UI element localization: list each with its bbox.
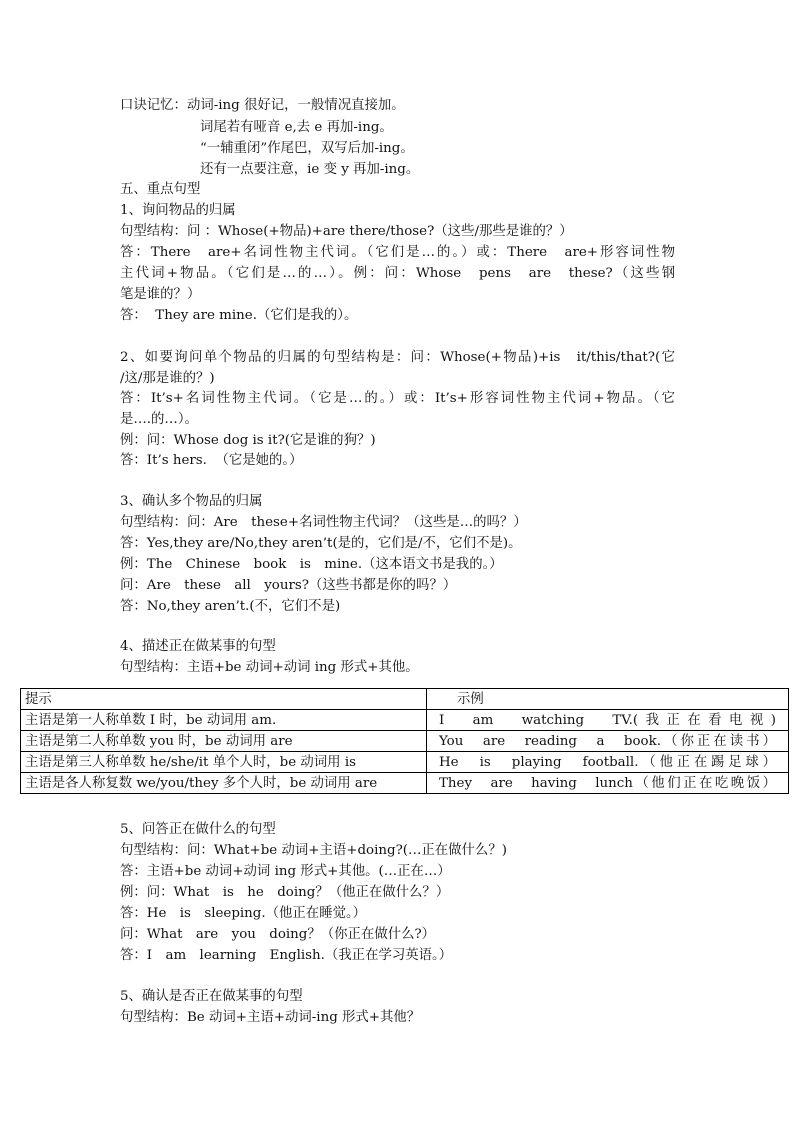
table-cell-example: You are reading a book.（你正在读书） (427, 731, 789, 752)
s3-structure: 句型结构：问：Are these+名词性物主代词？（这些是…的吗？） (120, 515, 527, 530)
s5-structure: 句型结构：问：What+be 动词+主语+doing?(…正在做什么？) (120, 843, 507, 858)
table-cell-tip: 主语是各人称复数 we/you/they 多个人时，be 动词用 are (21, 773, 427, 794)
table-cell-example: They are having lunch（他们正在吃晚饭） (427, 773, 789, 794)
s5-example-answer: 答：He is sleeping.（他正在睡觉。） (120, 906, 367, 921)
s3-heading: 3、确认多个物品的归属 (120, 494, 263, 509)
s1-answer-line-4: 答： They are mine.（它们是我的）。 (120, 308, 358, 323)
table-cell-tip: 主语是第二人称单数 you 时，be 动词用 are (21, 731, 427, 752)
mnemonic-line-2: 词尾若有哑音 e,去 e 再加-ing。 (200, 120, 393, 135)
s2-answer-line-2: 是….的…）。 (120, 412, 198, 427)
s1-answer-line-3: 笔是谁的？） (120, 287, 201, 302)
s5-question-2: 问：What are you doing？（你正在做什么?） (120, 927, 436, 942)
table-row (21, 710, 789, 731)
table-row (21, 731, 789, 752)
tips-table (20, 688, 789, 794)
mnemonic-line-1: 口诀记忆：动词-ing 很好记，一般情况直接加。 (120, 98, 405, 113)
s2-heading-line-1: 2、如要询问单个物品的归属的句型结构是：问：Whose(+物品)+is it/this/that?(它 (120, 350, 675, 365)
mnemonic-line-3: “一辅重闭”作尾巴，双写后加-ing。 (200, 141, 414, 156)
s3-question: 问：Are these all yours?（这些书都是你的吗？） (120, 578, 457, 593)
s1-heading: 1、询问物品的归属 (120, 203, 236, 218)
s3-answer-2: 答：No,they aren’t.(不，它们不是) (120, 599, 341, 614)
s5-heading: 5、问答正在做什么的句型 (120, 822, 276, 837)
s1-answer-line-1: 答：There are+名词性物主代词。（它们是…的。）或：There are+形容词性物 (120, 245, 675, 260)
s5-answer-2: 答：I am learning English.（我正在学习英语。） (120, 948, 453, 963)
s6-structure: 句型结构：Be 动词+主语+动词-ing 形式+其他？ (120, 1010, 421, 1025)
s1-answer-line-2: 主代词+物品。（它们是…的…）。例：问：Whose pens are these?（这些钢 (120, 266, 675, 281)
table-cell-example: I am watching TV.(我正在看电视) (427, 710, 789, 731)
s3-example: 例：The Chinese book is mine.（这本语文书是我的。） (120, 557, 503, 572)
s2-answer: 答：It’s hers. （它是她的。） (120, 453, 303, 468)
s3-answer: 答：Yes,they are/No,they aren’t(是的，它们是/不，它们不是)。 (120, 536, 522, 551)
s1-structure: 句型结构：问 ：Whose(+物品)+are there/those?（这些/那些是谁的？） (120, 224, 573, 239)
mnemonic-line-4: 还有一点要注意，ie 变 y 再加-ing。 (200, 162, 420, 177)
table-header-tip: 提示 (21, 689, 427, 710)
table-cell-tip: 主语是第三人称单数 he/she/it 单个人时，be 动词用 is (21, 752, 427, 773)
s5-answer-structure: 答：主语+be 动词+动词 ing 形式+其他。(…正在…） (120, 864, 451, 879)
s6-heading: 5、确认是否正在做某事的句型 (120, 989, 303, 1004)
s2-heading-line-2: /这/那是谁的？) (120, 371, 215, 386)
section-title: 五、重点句型 (120, 182, 201, 197)
s5-example-question: 例：问：What is he doing？（他正在做什么？） (120, 885, 450, 900)
s2-example: 例：问：Whose dog is it?(它是谁的狗？) (120, 433, 376, 448)
table-row (21, 752, 789, 773)
table-row (21, 773, 789, 794)
table-header-example: 示例 (427, 689, 789, 710)
table-cell-example: He is playing football.（他正在踢足球） (427, 752, 789, 773)
s4-structure: 句型结构：主语+be 动词+动词 ing 形式+其他。 (120, 660, 419, 675)
s4-heading: 4、描述正在做某事的句型 (120, 639, 276, 654)
s2-answer-line-1: 答：It’s+名词性物主代词。（它是…的。）或：It’s+形容词性物主代词+物品。（它 (120, 391, 675, 406)
table-header-row (21, 689, 789, 710)
table-cell-tip: 主语是第一人称单数 I 时，be 动词用 am. (21, 710, 427, 731)
